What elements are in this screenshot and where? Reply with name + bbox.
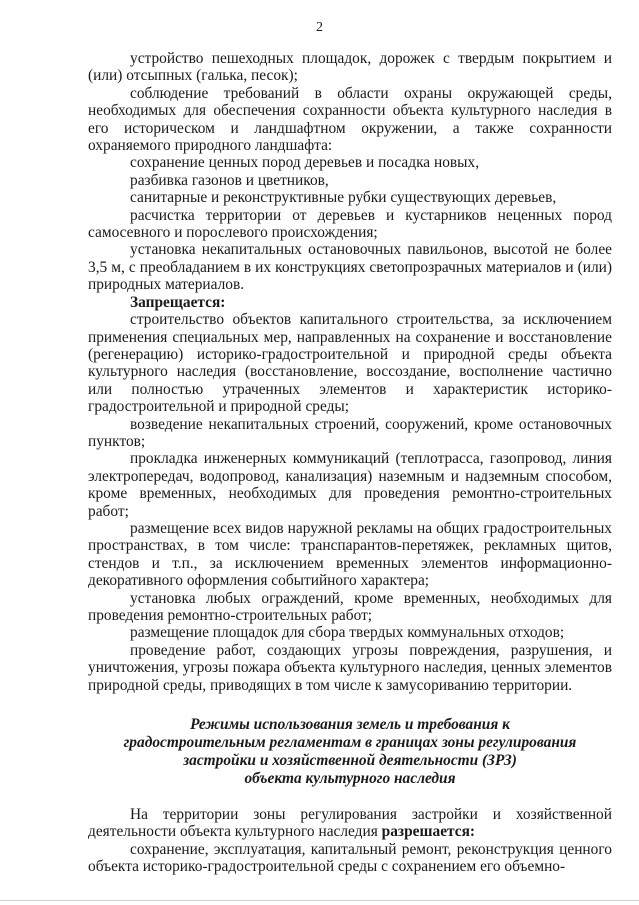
paragraph bbox=[88, 806, 612, 841]
paragraph: сохранение, эксплуатация, капитальный ремонт, реконструкция ценного объекта историко-градостроительной среды с сохранением его объемно- bbox=[88, 840, 612, 876]
prohibited-label: Запрещается: bbox=[130, 293, 226, 311]
paragraph: устройство пешеходных площадок, дорожек с твердым покрытием и (или) отсыпных (галька, песок); bbox=[88, 50, 612, 85]
document-body bbox=[88, 50, 612, 876]
section-heading bbox=[88, 716, 612, 788]
paragraph: размещение всех видов наружной рекламы на общих градостроительных пространствах, в том числе: транспарантов-перетяжек, рекламных щитов, стендов и т.п., за исключением временных элементов информационно-декоративного оформления событийного характера; bbox=[88, 519, 612, 590]
paragraph: размещение площадок для сбора твердых коммунальных отходов; bbox=[130, 624, 565, 642]
paragraph: разбивка газонов и цветников, bbox=[130, 171, 329, 189]
paragraph: сохранение ценных пород деревьев и посадка новых, bbox=[130, 154, 480, 172]
allowed-label: разрешается: bbox=[381, 823, 476, 841]
paragraph-text: На территории зоны регулирования застройки и хозяйственной деятельности объекта культурного наследия bbox=[88, 806, 612, 841]
page-number: 2 bbox=[316, 20, 323, 35]
section-heading-line: градостроительным регламентам в границах зоны регулирования bbox=[123, 734, 577, 752]
paragraph: установка некапитальных остановочных павильонов, высотой не более 3,5 м, с преобладанием в их конструкциях светопрозрачных материалов и (или) природных материалов. bbox=[88, 241, 612, 294]
paragraph: строительство объектов капитального строительства, за исключением применения специальных мер, направленных на сохранение и восстановление (регенерацию) историко-градостроительной и природной среды объекта культурного наследия (восстановление, воссоздание, восполнение частично или полностью утраченных элементов и характеристик историко-градостроительной и природной среды; bbox=[88, 311, 612, 416]
paragraph: установка любых ограждений, кроме временных, необходимых для проведения ремонтно-строительных работ; bbox=[88, 589, 612, 624]
paragraph: проведение работ, создающих угрозы повреждения, разрушения, и уничтожения, угрозы пожара объекта культурного наследия, ценных элементов природной среды, приводящих в том числе к замусориванию территории. bbox=[88, 641, 612, 694]
page-edge bbox=[0, 900, 639, 901]
paragraph: санитарные и реконструктивные рубки существующих деревьев, bbox=[130, 189, 557, 207]
paragraph: расчистка территории от деревьев и кустарников неценных пород самосевного и порослевого происхождения; bbox=[88, 206, 612, 242]
paragraph: соблюдение требований в области охраны окружающей среды, необходимых для обеспечения сохранности объекта культурного наследия в его историческом и ландшафтном окружении, а также сохранности охраняемого природного ландшафта: bbox=[88, 84, 612, 155]
section-heading-line: объекта культурного наследия bbox=[244, 770, 456, 788]
section-heading-line: застройки и хозяйственной деятельности (ЗРЗ) bbox=[183, 752, 517, 770]
paragraph: прокладка инженерных коммуникаций (теплотрасса, газопровод, линия электропередач, водопровод, канализация) наземным и надземным способом, кроме временных, необходимых для проведения ремонтно-строительных работ; bbox=[88, 450, 612, 520]
section-heading-line: Режимы использования земель и требования к bbox=[190, 716, 510, 734]
paragraph: возведение некапитальных строений, сооружений, кроме остановочных пунктов; bbox=[88, 415, 612, 450]
